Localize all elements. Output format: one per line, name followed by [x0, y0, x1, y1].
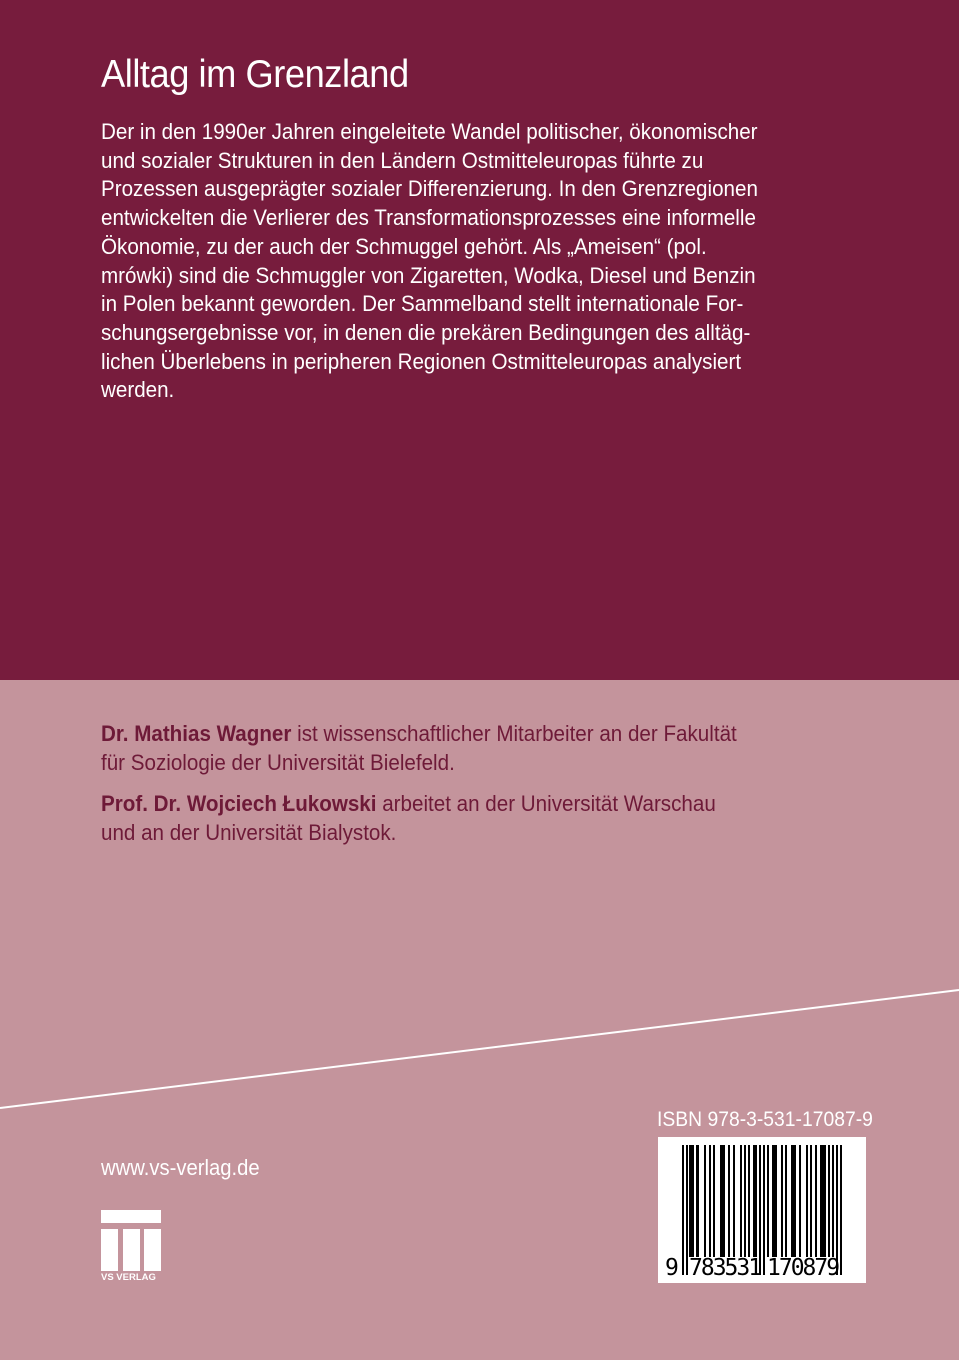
publisher-url[interactable]: www.vs-verlag.de: [101, 1155, 260, 1180]
book-blurb: [101, 118, 846, 405]
author-name: Dr. Mathias Wagner: [101, 721, 292, 746]
author-bio-line: [101, 720, 865, 749]
barcode: [658, 1137, 866, 1283]
author-bios: [101, 720, 865, 861]
barcode-digits-left: 783531: [689, 1255, 761, 1281]
author-bio-text: arbeitet an der Universität Warschau: [376, 791, 716, 817]
logo-column: [144, 1229, 161, 1271]
author-bio-text: für Soziologie der Universität Bielefeld.: [101, 749, 455, 775]
author-name: Prof. Dr. Wojciech Łukowski: [101, 791, 377, 817]
barcode-digits-right: 170879: [767, 1255, 839, 1281]
author-bio-text: ist wissenschaftlicher Mitarbeiter an der Fakultät: [291, 721, 737, 746]
blurb-line: in Polen bekannt geworden. Der Sammelband stellt internationale For-: [101, 291, 744, 317]
blurb-line: Ökonomie, zu der auch der Schmuggel gehört. Als „Ameisen“ (pol.: [101, 233, 707, 259]
blurb-line: werden.: [101, 377, 175, 403]
barcode-digits: [658, 1255, 866, 1283]
author-bio-wagner: [101, 720, 865, 777]
author-bio-line: [101, 790, 865, 819]
logo-column: [101, 1229, 118, 1271]
barcode-digit-prefix: 9: [665, 1255, 679, 1281]
blurb-line: und sozialer Strukturen in den Ländern Ostmitteleuropas führte zu: [101, 147, 704, 173]
author-bio-lukowski: [101, 790, 865, 847]
author-bio-text: und an der Universität Bialystok.: [101, 820, 397, 846]
blurb-line: Prozessen ausgeprägter sozialer Differenzierung. In den Grenzregionen: [101, 176, 758, 202]
logo-bar: [101, 1210, 161, 1223]
blurb-line: mrówki) sind die Schmuggler von Zigaretten, Wodka, Diesel und Benzin: [101, 262, 756, 288]
blurb-line: entwickelten die Verlierer des Transformationsprozesses eine informelle: [101, 205, 756, 231]
isbn-label: ISBN 978-3-531-17087-9: [657, 1108, 873, 1131]
vs-verlag-logo-icon: [101, 1210, 162, 1284]
book-title: Alltag im Grenzland: [101, 53, 409, 96]
logo-column: [123, 1229, 140, 1271]
blurb-line: lichen Überlebens in peripheren Regionen Ostmitteleuropas analysiert: [101, 348, 742, 374]
logo-text: VS VERLAG: [101, 1272, 156, 1283]
blurb-line: schungsergebnisse vor, in denen die prekären Bedingungen des alltäg-: [101, 319, 751, 345]
blurb-line: Der in den 1990er Jahren eingeleitete Wandel politischer, ökonomischer: [101, 119, 758, 144]
